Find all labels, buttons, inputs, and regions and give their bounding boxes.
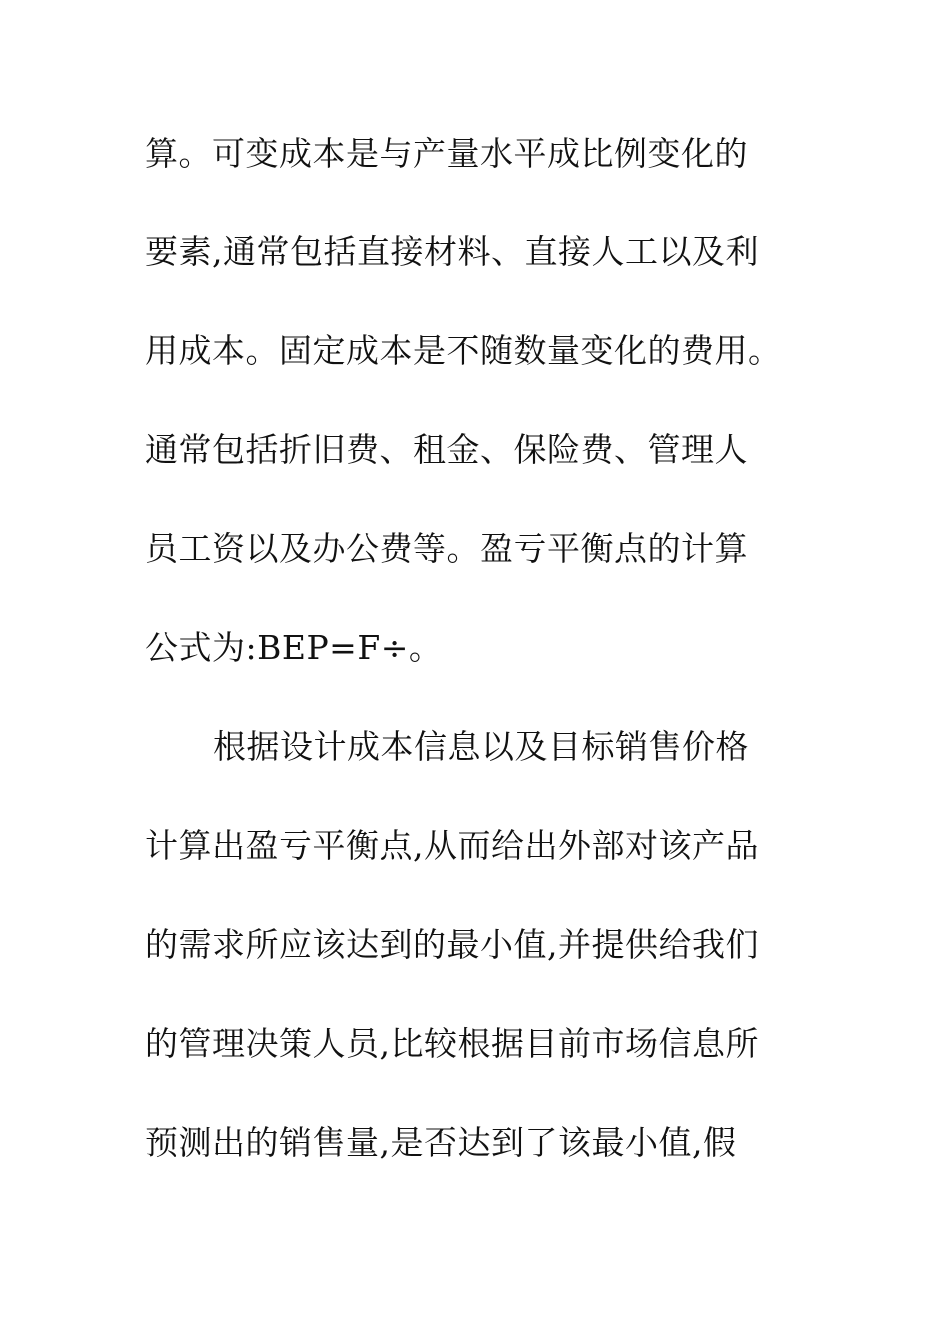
text-line-4: 通常包括折旧费、租金、保险费、管理人 bbox=[145, 430, 748, 469]
text-line-11: 预测出的销售量,是否达到了该最小值,假 bbox=[145, 1123, 737, 1162]
text-line-9: 的需求所应该达到的最小值,并提供给我们 bbox=[145, 925, 759, 964]
text-line-10: 的管理决策人员,比较根据目前市场信息所 bbox=[145, 1024, 759, 1063]
text-line-8: 计算出盈亏平衡点,从而给出外部对该产品 bbox=[145, 826, 759, 865]
text-line-3: 用成本。固定成本是不随数量变化的费用。 bbox=[145, 331, 782, 370]
text-line-1: 算。可变成本是与产量水平成比例变化的 bbox=[145, 134, 748, 173]
text-line-2: 要素,通常包括直接材料、直接人工以及利 bbox=[145, 232, 759, 271]
text-line-6: 公式为:BEP=F÷。 bbox=[145, 628, 443, 667]
text-line-7: 根据设计成本信息以及目标销售价格 bbox=[213, 727, 749, 766]
text-line-5: 员工资以及办公费等。盈亏平衡点的计算 bbox=[145, 529, 748, 568]
